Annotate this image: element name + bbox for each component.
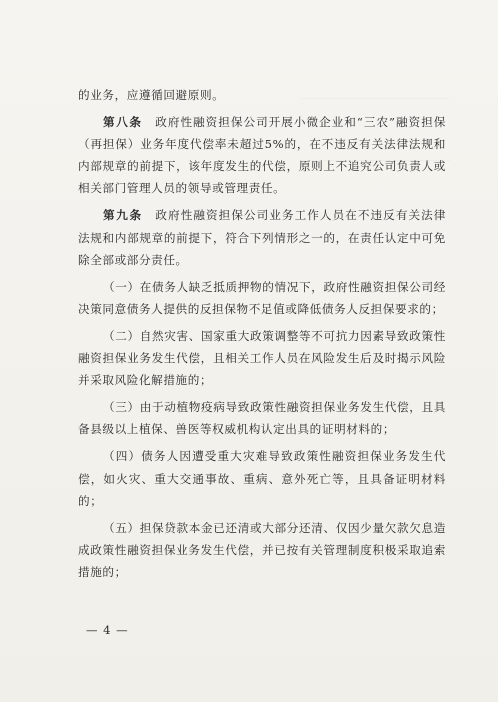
item-4-paragraph: （四）债务人因遭受重大灾难导致政策性融资担保业务发生代偿，如火灾、重大交通事故、重病、意外死亡等，且具备证明材料的； — [78, 449, 446, 508]
article-8-paragraph — [78, 111, 446, 199]
article-9-number: 第九条 — [103, 208, 143, 223]
continuation-paragraph: 的业务，应遵循回避原则。 — [78, 88, 225, 102]
article-8-number: 第八条 — [103, 115, 143, 130]
document-body — [78, 84, 446, 583]
item-5-paragraph: （五）担保贷款本金已还清或大部分还清、仅因少量欠款欠息造成政策性融资担保业务发生代偿，并已按有关管理制度积极采取追索措施的； — [78, 520, 446, 579]
page-number: — 4 — — [86, 623, 129, 637]
article-8-text: 政府性融资担保公司开展小微企业和“三农”融资担保（再担保）业务年度代偿率未超过5%的，在不违反有关法律法规和内部规章的前提下，该年度发生的代偿，原则上不追究公司负责人或相关部门管理人员的领导或管理责任。 — [78, 115, 446, 196]
item-1-paragraph: （一）在债务人缺乏抵质押物的情况下，政府性融资担保公司经决策同意债务人提供的反担保物不足值或降低债务人反担保要求的； — [78, 279, 446, 316]
item-2-paragraph: （二）自然灾害、国家重大政策调整等不可抗力因素导致政策性融资担保业务发生代偿，且相关工作人员在风险发生后及时揭示风险并采取风险化解措施的； — [78, 328, 446, 388]
article-9-text: 政府性融资担保公司业务工作人员在不违反有关法律法规和内部规章的前提下，符合下列情形之一的，在责任认定中可免除全部或部分责任。 — [78, 208, 446, 267]
item-3-paragraph: （三）由于动植物疫病导致政策性融资担保业务发生代偿，且具备县级以上植保、兽医等权威机构认定出具的证明材料的； — [78, 400, 446, 437]
article-9-paragraph — [78, 204, 446, 270]
